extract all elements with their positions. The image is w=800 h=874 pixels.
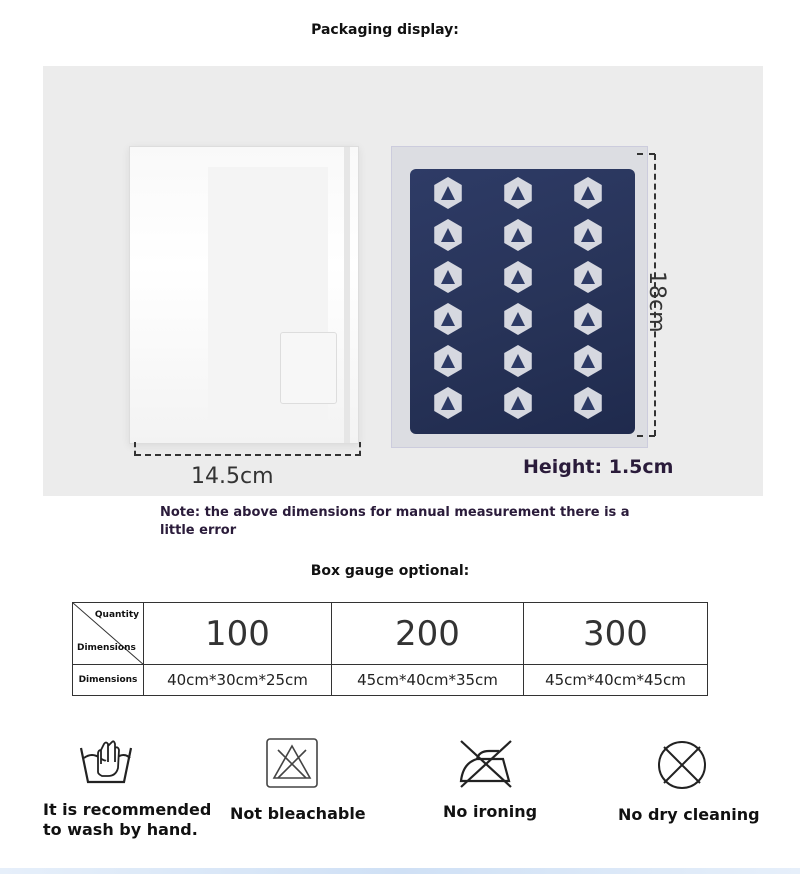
box-gauge-table	[72, 602, 708, 696]
white-bag-image	[129, 146, 359, 444]
width-tick-left	[134, 442, 136, 456]
packaging-title: Packaging display:	[311, 22, 459, 38]
quantity-cell: 200	[332, 603, 524, 665]
corner-dimensions-label: Dimensions	[77, 643, 136, 653]
no-dry-clean-icon	[656, 739, 708, 795]
blue-bag-image	[391, 146, 648, 448]
no-bleach-label: Not bleachable	[230, 804, 366, 823]
height-tick-bottom	[637, 435, 655, 437]
height-tick-top	[637, 153, 655, 155]
dimensions-cell: 45cm*40cm*45cm	[545, 671, 686, 689]
no-dry-clean-label: No dry cleaning	[618, 805, 760, 824]
dimensions-cell: 40cm*30cm*25cm	[144, 665, 332, 696]
no-iron-label: No ironing	[443, 802, 538, 821]
corner-quantity-label: Quantity	[94, 610, 139, 620]
hand-wash-label: It is recommended to wash by hand.	[43, 800, 212, 839]
box-gauge-title: Box gauge optional:	[310, 563, 470, 579]
no-bleach-icon	[266, 738, 318, 792]
bottom-border	[0, 868, 800, 874]
packaging-photo	[43, 66, 763, 496]
width-label: 14.5cm	[191, 464, 274, 489]
quantity-cell: 300	[524, 603, 707, 665]
dimensions-row-label: Dimensions	[73, 665, 144, 696]
measurement-note: Note: the above dimensions for manual measurement there is a little error	[160, 505, 630, 538]
thickness-label: Height: 1.5cm	[523, 456, 674, 478]
height-label: 18cm	[644, 271, 669, 333]
quantity-cell: 100	[144, 603, 332, 665]
width-dimension-line	[135, 454, 361, 456]
no-iron-icon	[455, 737, 515, 793]
table-corner-cell	[73, 603, 144, 665]
dimensions-cell: 45cm*40cm*35cm	[332, 665, 524, 696]
width-tick-right	[359, 442, 361, 456]
hand-wash-icon	[78, 736, 134, 792]
